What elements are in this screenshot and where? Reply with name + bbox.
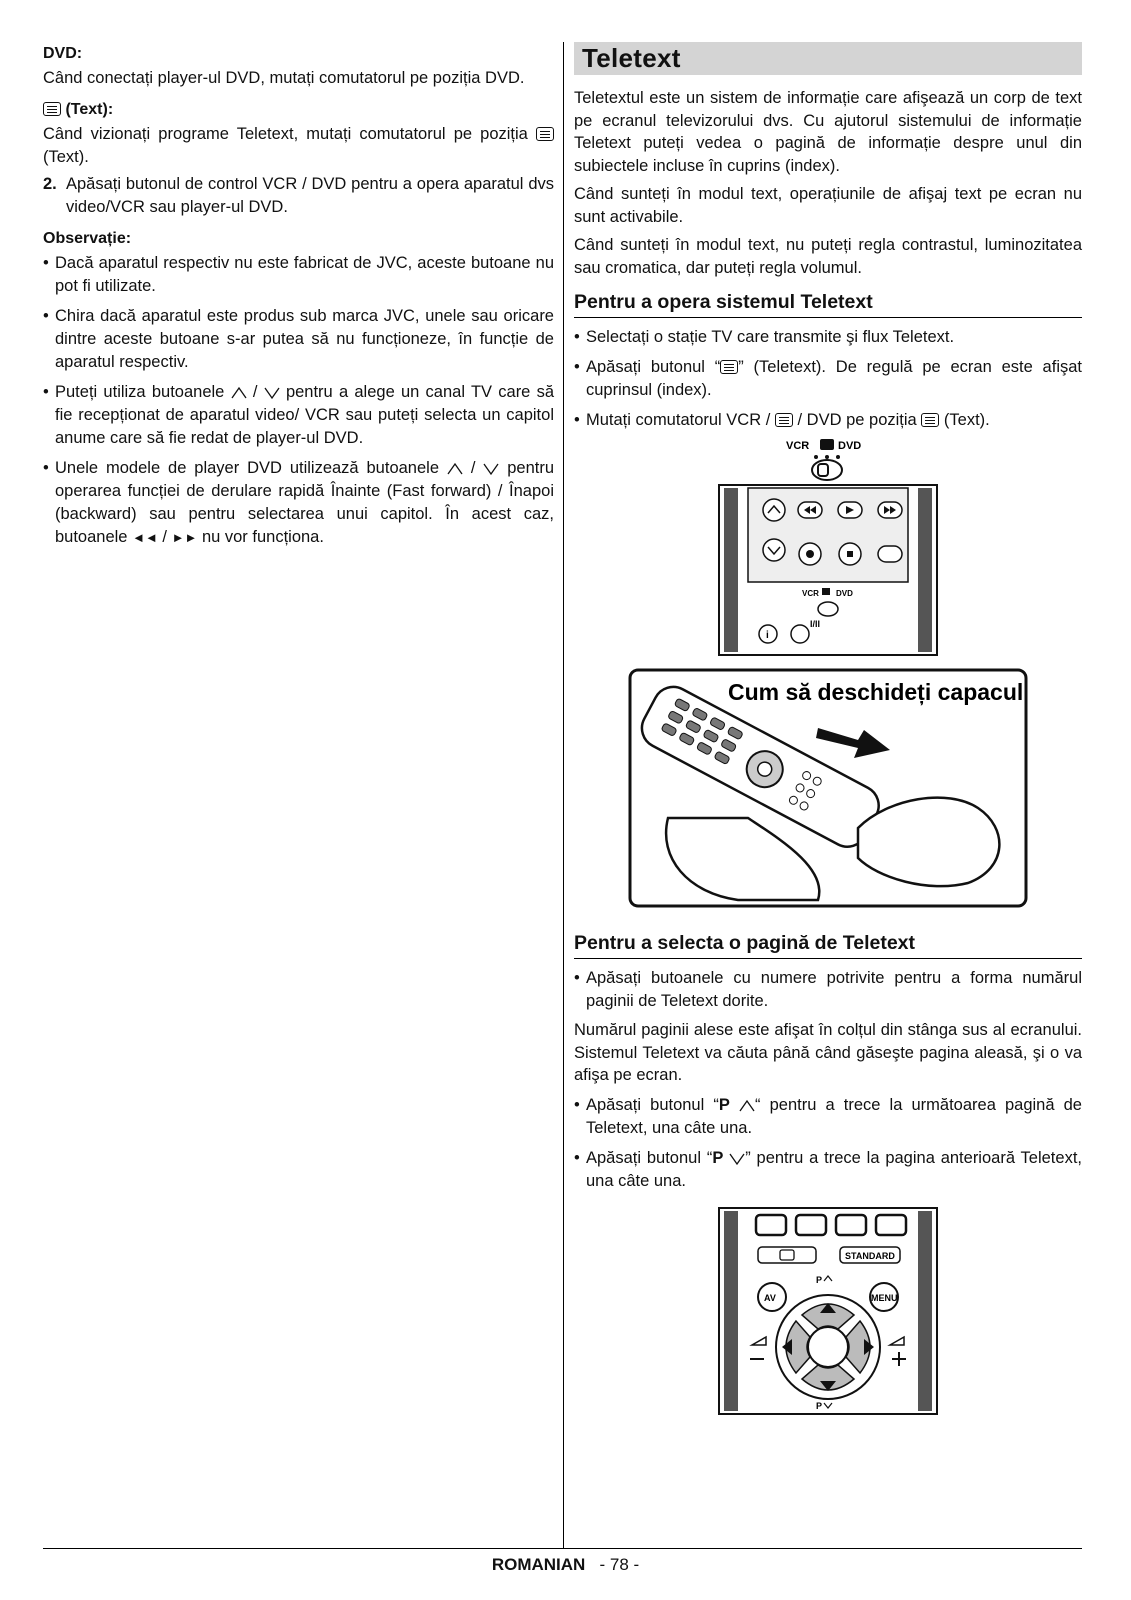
b4-slash: / [470, 459, 476, 477]
teletext-icon [775, 413, 793, 427]
remote-navigation-figure [718, 1207, 938, 1415]
b4-c: nu vor funcționa. [201, 528, 324, 546]
b3-slash: / [252, 383, 258, 401]
intro-paragraph-1: Teletextul este un sistem de informație care afişează un corp de text pe ecranul televizorului dvs. Cu ajutorul sistemului de informație Teletext puteți vedea o pagină de informație despre unul din subiectele incluse în cuprins (index). [574, 89, 1082, 175]
pad-av-label: AV [764, 1292, 776, 1303]
pad-standard-label: STANDARD [845, 1250, 895, 1261]
observation-bullet-1 [43, 252, 554, 298]
teletext-icon [921, 413, 939, 427]
heading-select: Pentru a selecta o pagină de Teletext [574, 932, 1082, 959]
observation-bullet-4 [43, 457, 554, 549]
text-p2: (Text). [43, 148, 89, 166]
footer-rule [43, 1548, 1082, 1549]
heading-operate: Pentru a opera sistemul Teletext [574, 291, 1082, 318]
operate-bullet-1 [574, 326, 1082, 349]
text-p1: Când vizionați programe Teletext, mutați comutatorul pe poziția [43, 125, 528, 143]
left-column [43, 40, 554, 549]
bullet-dot: • [43, 383, 49, 401]
page-footer [0, 1555, 1131, 1575]
bullet-text [586, 1147, 1082, 1193]
b3-a: Puteți utiliza butoanele [55, 383, 225, 401]
bullet-dot: • [574, 1095, 580, 1114]
bullet-text: Chira dacă aparatul este produs sub marca JVC, unele sau oricare dintre aceste butoane s-ar putea să nu funcționeze, în funcție de aparatul respectiv. [55, 307, 554, 371]
pad-menu-label: MENU [871, 1292, 898, 1303]
o3-a: Mutați comutatorul VCR / [586, 411, 771, 429]
s3-p: P [718, 1095, 730, 1114]
observation-bullet-2 [43, 305, 554, 374]
s4-b: ” pentru a trece la pagina anterioară Teletext, una câte una. [586, 1148, 1082, 1190]
chevron-up-icon [447, 462, 463, 476]
select-bullet-3 [574, 1147, 1082, 1193]
s4-p: P [712, 1148, 724, 1167]
select-paragraph: Numărul paginii alese este afişat în colțul din stânga sus al ecranului. Sistemul Teletext va căuta până când găseşte pagina aleasă, şi o va afişa pe ecran. [574, 1021, 1082, 1084]
page-title: Teletext [582, 43, 681, 73]
teletext-icon [43, 102, 61, 116]
observation-bullet-3 [43, 381, 554, 450]
vcr-dvd-switch-figure [778, 436, 878, 482]
b3-b: pentru a alege un canal TV care să fie recepționat de aparatul video/ VCR sau puteți selecta un capitol anume care să fie redat de player-ul DVD. [55, 383, 555, 447]
footer-language: ROMANIAN [491, 1555, 586, 1574]
teletext-icon [780, 1250, 794, 1260]
chevron-up-icon [739, 1099, 755, 1113]
bullet-dot: • [43, 254, 49, 272]
pad-p-down-label: P [816, 1400, 823, 1411]
chevron-down-icon [729, 1152, 745, 1166]
s3-b: “ pentru a trece la următoarea pagină de Teletext, una câte una. [586, 1095, 1082, 1137]
remote-dvd-label: DVD [836, 589, 853, 598]
teletext-icon [720, 360, 738, 374]
o2-a: Apăsați butonul “ [586, 358, 721, 376]
bullet-dot: • [574, 358, 580, 376]
b4-b: pentru operarea funcției de derulare rapidă Înainte (Fast forward) / Înapoi (backward) sau pentru selectarea unui capitol. În acest caz, butoanele [55, 459, 555, 546]
remote-vcr-label: VCR [802, 589, 819, 598]
teletext-icon [536, 127, 554, 141]
select-bullet-2 [574, 1094, 1082, 1140]
chevron-down-icon [483, 462, 499, 476]
svg-text:i: i [766, 630, 769, 641]
fast-forward-icon: ►► [171, 530, 198, 545]
remote-closeup-figure [718, 484, 938, 656]
open-cover-figure [628, 668, 1028, 908]
remote-mode-label: I/II [810, 619, 821, 629]
select-bullet-1 [574, 967, 1082, 1013]
bullet-dot: • [43, 459, 49, 477]
bullet-dot: • [574, 1148, 580, 1167]
text-label-row [43, 98, 554, 121]
bullet-text: Selectați o stație TV care transmite şi flux Teletext. [586, 328, 955, 346]
switch-vcr-label: VCR [786, 440, 810, 452]
dvd-text: Când conectați player-ul DVD, mutați comutatorul pe poziția DVD. [43, 69, 525, 87]
b4-slash2: / [162, 528, 168, 546]
step-number: 2. [43, 175, 57, 193]
bullet-dot: • [574, 969, 580, 987]
bullet-text [586, 409, 1082, 432]
page-number: - 78 - [599, 1555, 640, 1574]
step-text: Apăsați butonul de control VCR / DVD pentru a opera aparatul dvs video/VCR sau player-ul DVD. [66, 175, 554, 216]
switch-dvd-label: DVD [838, 440, 862, 452]
section-title-bar [574, 42, 1082, 75]
bullet-dot: • [43, 307, 49, 325]
pad-p-up-label: P [816, 1274, 823, 1285]
o2-b: ” (Teletext). De regulă pe ecran este afişat cuprinsul (index). [586, 358, 1082, 399]
o3-b: / DVD pe poziția [797, 411, 917, 429]
o3-c: (Text). [943, 411, 990, 429]
bullet-dot: • [574, 411, 580, 429]
chevron-down-icon [264, 386, 280, 400]
text-paragraph [43, 123, 554, 169]
step-2 [43, 173, 554, 219]
bullet-text [55, 457, 554, 549]
rewind-icon: ◄◄ [132, 530, 158, 545]
bullet-text [586, 356, 1082, 402]
b4-a: Unele modele de player DVD utilizează butoanele [55, 459, 439, 477]
s3-a: Apăsați butonul “ [586, 1095, 719, 1114]
operate-bullet-2 [574, 356, 1082, 402]
text-label: (Text): [65, 101, 114, 118]
intro-paragraph-3: Când sunteți în modul text, nu puteți regla contrastul, luminozitatea sau cromatica, dar puteți regla volumul. [574, 236, 1082, 277]
bullet-dot: • [574, 328, 580, 346]
chevron-up-icon [231, 386, 247, 400]
bullet-text: Dacă aparatul respectiv nu este fabricat de JVC, aceste butoane nu pot fi utilizate. [55, 254, 554, 295]
right-column [574, 42, 1082, 1415]
bullet-text [55, 381, 554, 450]
operate-bullet-3 [574, 409, 1082, 432]
observation-label: Observație: [43, 230, 132, 247]
dvd-label: DVD: [43, 45, 83, 62]
bullet-text [586, 1094, 1082, 1140]
intro-paragraph-2: Când sunteți în modul text, operațiunile de afişaj text pe ecran nu sunt activabile. [574, 185, 1082, 226]
s4-a: Apăsați butonul “ [586, 1148, 713, 1167]
teletext-icon [820, 439, 834, 450]
cover-caption: Cum să deschideți capacul [728, 679, 1024, 705]
bullet-text: Apăsați butoanele cu numere potrivite pentru a forma numărul paginii de Teletext dorite. [586, 969, 1082, 1010]
column-divider [563, 42, 564, 1548]
